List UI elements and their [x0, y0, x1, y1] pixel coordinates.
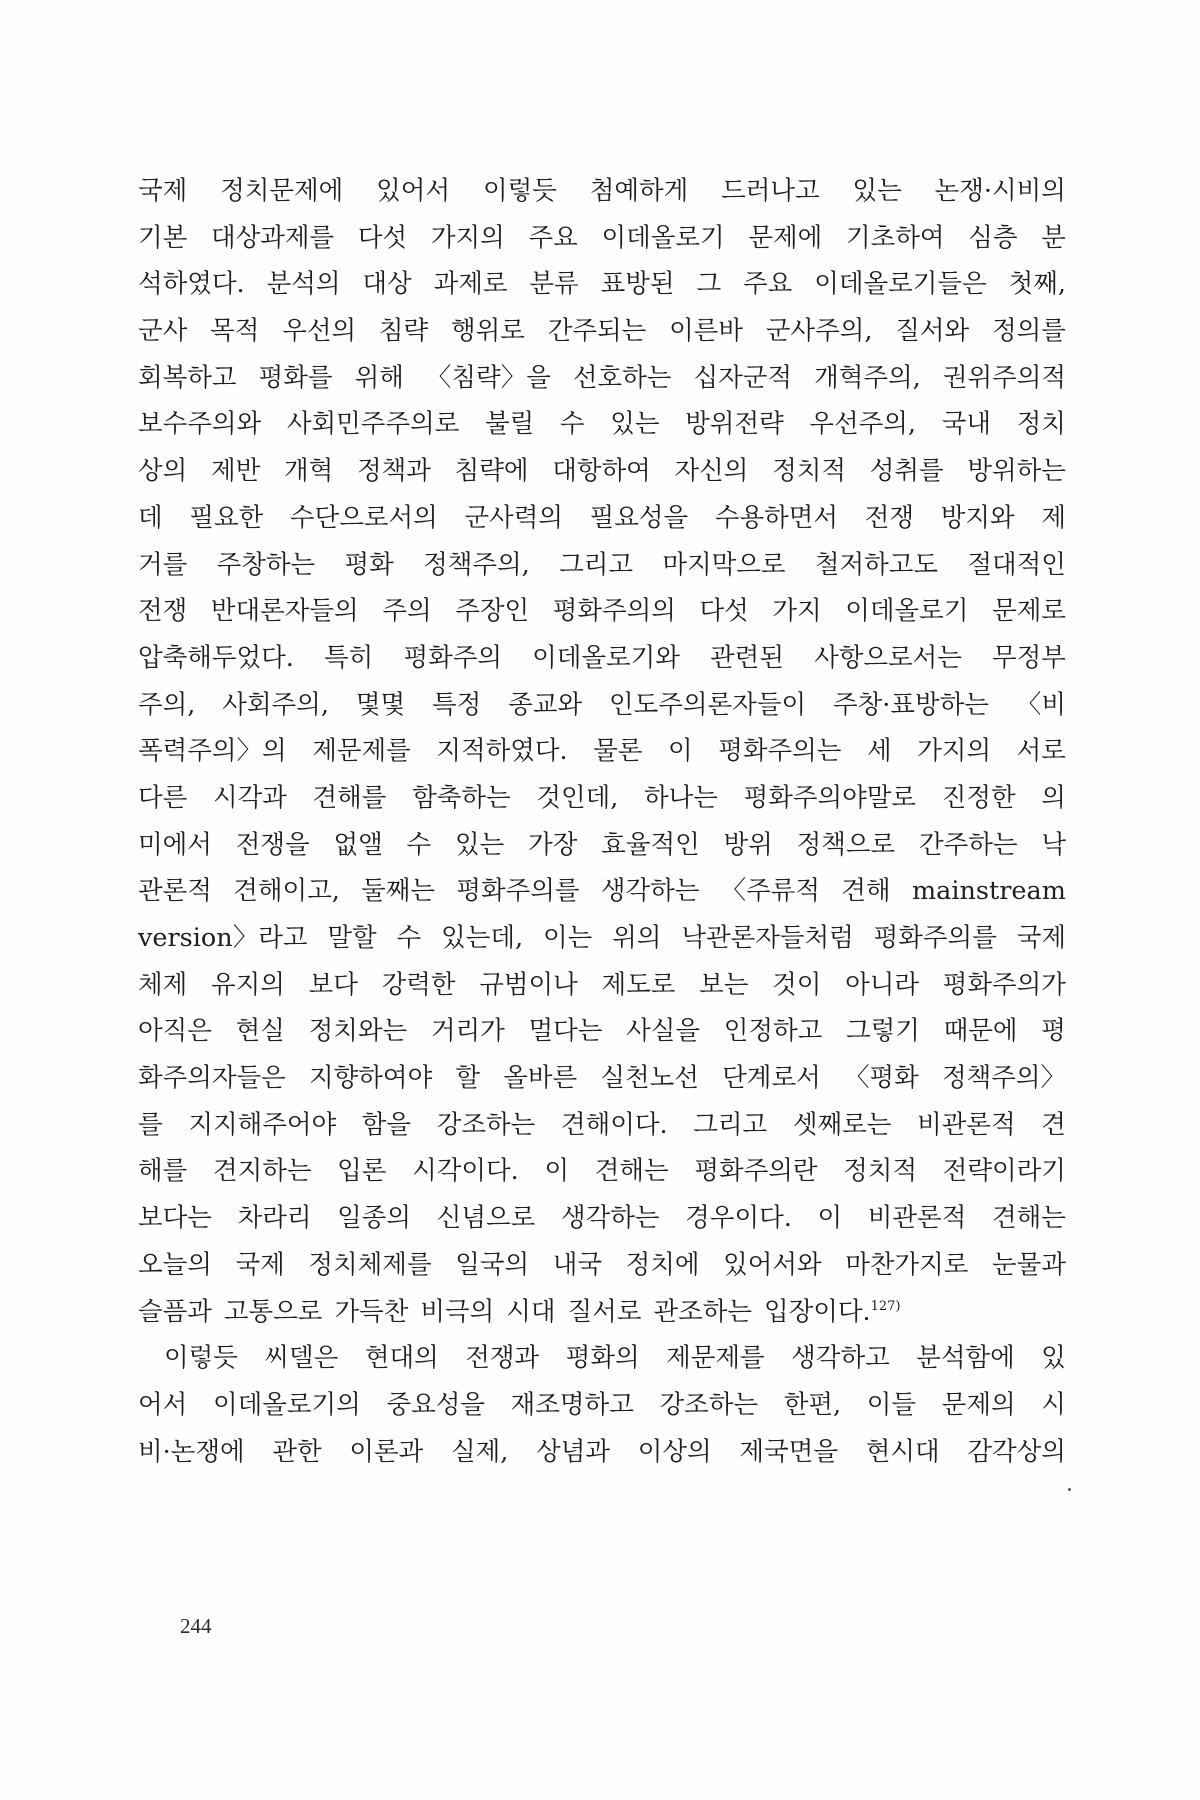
word: 이는 — [542, 923, 593, 953]
word: 실제, — [451, 1436, 509, 1467]
word: mainstream — [911, 876, 1066, 907]
word: 정치문제에 — [220, 176, 344, 206]
text-line — [138, 401, 1066, 448]
word: 정책과 — [357, 456, 431, 487]
word: 정책주의, — [423, 549, 530, 580]
word: 비극의 — [420, 1296, 495, 1327]
word: 특정 — [432, 689, 482, 720]
word: 이른바 — [669, 316, 743, 347]
text-line — [138, 1429, 1066, 1476]
word: 사회민주주의로 — [286, 409, 460, 440]
word: 질서로 — [567, 1296, 642, 1327]
word: 위해 — [354, 362, 404, 393]
word: 간주하는 — [918, 829, 1018, 860]
word: 관론적 — [138, 876, 212, 907]
word: 재조명하고 — [510, 1389, 634, 1420]
word: 정치 — [1016, 409, 1066, 440]
text-line — [138, 682, 1066, 729]
word: 가지의 — [430, 222, 505, 253]
scan-speck — [1068, 1488, 1071, 1491]
text-line — [138, 448, 1066, 495]
word: 문제의 — [941, 1389, 1016, 1420]
word: 정치에 — [625, 1249, 700, 1280]
word: 다섯 — [699, 596, 749, 627]
word: 목적 — [210, 316, 260, 347]
word: 있어서와 — [723, 1249, 822, 1280]
word: 견해이고, — [233, 876, 340, 907]
word: 보는 — [699, 969, 749, 1000]
word: 석하였다. — [138, 269, 245, 300]
word: 전쟁을 — [235, 829, 310, 860]
word: 견 — [1041, 1109, 1066, 1140]
word: 군사력의 — [464, 502, 563, 533]
word: 견지하는 — [212, 1156, 312, 1187]
word: 국제 — [1016, 923, 1066, 953]
word: 이 — [817, 1203, 843, 1234]
word: 다른 — [138, 782, 188, 813]
word: 전쟁과 — [465, 1343, 540, 1374]
word: 인도주의론자들이 — [609, 689, 807, 720]
word: 그 — [696, 269, 722, 300]
word: 분류 — [529, 269, 579, 300]
word: 문제에 — [748, 222, 823, 253]
word: 평화를 — [258, 362, 333, 393]
word: 씨델은 — [264, 1343, 339, 1374]
word: 이상의 — [637, 1436, 712, 1467]
word: 몇몇 — [355, 689, 406, 720]
word: 유지의 — [211, 969, 285, 1000]
word: 절대적인 — [967, 549, 1066, 580]
word: 행위로 — [451, 316, 525, 347]
word: 가지의 — [917, 736, 992, 767]
word: 무정부 — [992, 642, 1066, 673]
text-line — [138, 261, 1066, 308]
word: 있어서 — [376, 176, 451, 206]
word: 국내 — [941, 409, 991, 440]
word: 전략이라기 — [942, 1156, 1066, 1187]
word: 정치적 — [772, 456, 847, 487]
text-line — [138, 728, 1066, 775]
word: 개혁주의, — [814, 362, 921, 393]
word: 강력한 — [381, 969, 456, 1000]
word: 일종의 — [337, 1203, 412, 1234]
word: 표방된 — [600, 269, 675, 300]
word: 침략에 — [454, 456, 529, 487]
word: 회복하고 — [138, 362, 237, 393]
word: 를 — [138, 1109, 163, 1140]
word: 지향하여야 — [309, 1063, 433, 1094]
word: 이렇듯 — [164, 1343, 238, 1374]
text-line — [138, 495, 1066, 542]
word: 전쟁 — [138, 596, 188, 627]
word: 생각하고 — [791, 1343, 890, 1374]
word: 수 — [396, 923, 422, 953]
word: 첫째, — [1008, 269, 1066, 300]
word: 이데올로기 — [601, 222, 725, 253]
word: 아니라 — [845, 969, 920, 1000]
word: 정책으로 — [796, 829, 896, 860]
word: 차라리 — [237, 1203, 312, 1234]
word: 수용하면서 — [714, 502, 839, 533]
word: 자신의 — [674, 456, 749, 487]
word: 드러나고 — [721, 176, 820, 206]
word: 입장이다.$^{127)}$ — [764, 1296, 901, 1327]
text-line — [138, 1242, 1066, 1289]
text-line — [138, 868, 1066, 915]
word: 것인데, — [536, 782, 619, 813]
word: 종교와 — [508, 689, 583, 720]
word: 지적하였다. — [436, 736, 568, 767]
word: 있 — [1041, 1343, 1066, 1374]
word: 특히 — [324, 642, 374, 673]
word: 인정하고 — [723, 1016, 823, 1047]
word: 감각상의 — [967, 1436, 1066, 1467]
word: 없앨 — [333, 829, 383, 860]
word: 제국면을 — [739, 1436, 838, 1467]
word: 〈평화 — [843, 1063, 919, 1094]
word: 전쟁 — [864, 502, 915, 533]
word: 이데올로기와 — [532, 642, 680, 673]
word: 평화주의가 — [942, 969, 1066, 1000]
word: 상념과 — [536, 1436, 611, 1467]
word: 의 — [1041, 782, 1066, 813]
word: 거를 — [138, 549, 188, 580]
word: 올바른 — [503, 1063, 578, 1094]
word: 개혁 — [284, 456, 334, 487]
word: 일국의 — [455, 1249, 530, 1280]
word: 분석함에 — [916, 1343, 1015, 1374]
word: 평화주의란 — [694, 1156, 818, 1187]
text-line — [138, 1148, 1066, 1195]
word: 기초하여 — [846, 222, 945, 253]
word: 강조하는 — [659, 1389, 759, 1420]
word: 단계로서 — [722, 1063, 821, 1094]
word: 정책주의〉 — [941, 1063, 1066, 1094]
text-line — [138, 1289, 1066, 1336]
word: 정치와는 — [308, 1016, 408, 1047]
text-line — [138, 1382, 1066, 1429]
text-line — [138, 1195, 1066, 1242]
word: 상의 — [138, 456, 188, 487]
word: 사회주의, — [222, 689, 329, 720]
word: 그리고 — [559, 549, 634, 580]
word: 있는 — [454, 829, 505, 860]
word: 평 — [1041, 1016, 1066, 1047]
word: 군사주의, — [765, 316, 873, 347]
text-line — [138, 588, 1066, 635]
word: 이렇듯 — [482, 176, 557, 206]
word: 슬픔과 — [138, 1296, 212, 1327]
word: 물론 — [593, 736, 643, 767]
word: 분 — [1041, 222, 1066, 253]
word: 주요 — [528, 222, 578, 253]
word: 비관론적 — [917, 1109, 1016, 1140]
word: 방위하는 — [967, 456, 1066, 487]
word: 해를 — [138, 1156, 188, 1187]
word: 실천노선 — [600, 1063, 699, 1094]
word: 수 — [406, 829, 432, 860]
word: 방위전략 — [685, 409, 784, 440]
word: 지지해주어야 — [188, 1109, 337, 1140]
word: 있는 — [852, 176, 902, 206]
word: 대항하여 — [552, 456, 651, 487]
word: 십자군적 — [693, 362, 793, 393]
word: 방지와 — [940, 502, 1015, 533]
word: 대상과제를 — [211, 222, 335, 253]
word: 비관론적 — [867, 1203, 967, 1234]
word: 정치체제를 — [308, 1249, 432, 1280]
word: 주장인 — [455, 596, 530, 627]
word: 주요 — [743, 269, 793, 300]
word: 이론과 — [349, 1436, 424, 1467]
word: 주창하는 — [216, 549, 316, 580]
word: 생각하는 — [560, 1203, 660, 1234]
word: 평화주의를 — [873, 923, 997, 953]
word: 비·논쟁에 — [138, 1436, 245, 1467]
word: 〈침략〉을 — [425, 362, 551, 393]
word: 위의 — [612, 923, 662, 953]
word: 이데올로기들은 — [814, 269, 987, 300]
word: 어서 — [138, 1389, 188, 1420]
word: 필요한 — [189, 502, 264, 533]
word: 마찬가지로 — [845, 1249, 969, 1280]
word: 그렇기 — [846, 1016, 920, 1047]
word: 현대의 — [364, 1343, 439, 1374]
word: 우선주의, — [809, 409, 917, 440]
word: 사실을 — [626, 1016, 701, 1047]
word: 사항으로서는 — [814, 642, 962, 673]
word: 함을 — [361, 1109, 412, 1140]
word: 이데올로기의 — [212, 1389, 361, 1420]
word: 하나는 — [644, 782, 718, 813]
word: 둘째는 — [361, 876, 436, 907]
text-line — [138, 635, 1066, 682]
word: 국제 — [138, 176, 188, 206]
word: 평화의 — [565, 1343, 640, 1374]
text-line — [138, 542, 1066, 589]
word: 시각이다. — [412, 1156, 519, 1187]
word: 신념으로 — [436, 1203, 536, 1234]
text-line — [138, 168, 1066, 215]
word: 선호하는 — [572, 362, 672, 393]
word: 보다는 — [138, 1203, 212, 1234]
word: 제도로 — [601, 969, 676, 1000]
body-text — [138, 168, 1066, 1475]
word: 보다 — [308, 969, 358, 1000]
word: 제문제를 — [666, 1343, 765, 1374]
word: 규범이나 — [479, 969, 578, 1000]
word: 오늘의 — [138, 1249, 212, 1280]
word: 제반 — [211, 456, 261, 487]
word: 내국 — [552, 1249, 602, 1280]
word: 기본 — [138, 222, 188, 253]
word: 그리고 — [693, 1109, 768, 1140]
word: 화주의자들은 — [138, 1063, 286, 1094]
word: 있는데, — [441, 923, 524, 953]
word: 것이 — [772, 969, 822, 1000]
word: 견해는 — [992, 1203, 1066, 1234]
word: 셋째로는 — [792, 1109, 892, 1140]
word: 과제로 — [433, 269, 508, 300]
word: 현실 — [235, 1016, 285, 1047]
word: 논쟁·시비의 — [934, 176, 1066, 206]
word: 낙관론자들처럼 — [681, 923, 854, 953]
text-line — [138, 355, 1066, 402]
word: 이들 — [866, 1389, 917, 1420]
word: 〈주류적 — [720, 876, 821, 907]
word: 대상 — [362, 269, 412, 300]
word: 평화주의 — [403, 642, 502, 673]
word: 관련된 — [710, 642, 784, 673]
word: 효율적인 — [601, 829, 700, 860]
word: 이데올로기 — [845, 596, 969, 627]
word: 평화 — [344, 549, 394, 580]
word: 첨예하게 — [589, 176, 689, 206]
word: 관조하는 — [653, 1296, 752, 1327]
word: 현시대 — [865, 1436, 940, 1467]
word: 중요성을 — [386, 1389, 485, 1420]
word: 평화주의를 — [456, 876, 580, 907]
word: 주의, — [138, 689, 196, 720]
word: 철저하고도 — [814, 549, 939, 580]
word: 거리가 — [430, 1016, 505, 1047]
word: 세 — [866, 736, 892, 767]
word: 한편, — [783, 1389, 842, 1420]
word: 가지 — [772, 596, 822, 627]
word: 마지막으로 — [662, 549, 786, 580]
word: 권위주의적 — [942, 362, 1066, 393]
text-line — [138, 962, 1066, 1009]
word: 함축하는 — [412, 782, 511, 813]
word: 분석의 — [266, 269, 341, 300]
word: 수 — [559, 409, 585, 440]
word: 시 — [1041, 1389, 1066, 1420]
word: 국제 — [235, 1249, 285, 1280]
word: 간주되는 — [547, 316, 647, 347]
word: 〈비 — [1015, 689, 1066, 720]
word: 주의 — [382, 596, 432, 627]
footnote-reference: 127) — [870, 1298, 901, 1314]
word: 가장 — [528, 829, 578, 860]
word: 견해를 — [312, 782, 387, 813]
word: 경우이다. — [685, 1203, 792, 1234]
word: 다섯 — [357, 222, 408, 253]
word: 심층 — [968, 222, 1018, 253]
word: 압축해두었다. — [138, 642, 294, 673]
word: 입론 — [337, 1156, 387, 1187]
word: 시각과 — [212, 782, 287, 813]
text-line — [138, 915, 1066, 962]
word: 보수주의와 — [138, 409, 262, 440]
word: 이 — [544, 1156, 570, 1187]
word: 강조하는 — [436, 1109, 536, 1140]
word: 말할 — [327, 923, 377, 953]
word: 아직은 — [138, 1016, 212, 1047]
word: 가득찬 — [334, 1296, 409, 1327]
word: version〉라고 — [138, 923, 308, 953]
word: 있는 — [610, 409, 660, 440]
word: 생각하는 — [600, 876, 700, 907]
text-line — [138, 1335, 1066, 1382]
word: 견해이다. — [560, 1109, 668, 1140]
word: 평화주의는 — [718, 736, 842, 767]
word: 데 — [138, 502, 163, 533]
text-line — [138, 1055, 1066, 1102]
word: 성취를 — [869, 456, 944, 487]
word: 때문에 — [943, 1016, 1018, 1047]
word: 정치적 — [843, 1156, 918, 1187]
word: 눈물과 — [992, 1249, 1066, 1280]
word: 폭력주의〉의 — [138, 736, 287, 767]
text-line — [138, 308, 1066, 355]
word: 방위 — [723, 829, 773, 860]
word: 주창·표방하는 — [833, 689, 989, 720]
word: 반대론자들의 — [210, 596, 359, 627]
word: 제문제를 — [312, 736, 411, 767]
text-line — [138, 215, 1066, 262]
word: 문제로 — [992, 596, 1066, 627]
word: 미에서 — [138, 829, 212, 860]
word: 군사 — [138, 316, 188, 347]
word: 멀다는 — [528, 1016, 603, 1047]
word: 필요성을 — [589, 502, 689, 533]
word: 관한 — [272, 1436, 322, 1467]
word: 수단으로서의 — [289, 502, 438, 533]
word: 견해 — [841, 876, 891, 907]
word: 서로 — [1016, 736, 1066, 767]
word: 평화주의의 — [552, 596, 676, 627]
page-number: 244 — [180, 1614, 212, 1638]
word: 진정한 — [941, 782, 1016, 813]
word: 낙 — [1041, 829, 1066, 860]
word: 체제 — [138, 969, 188, 1000]
word: 평화주의야말로 — [743, 782, 917, 813]
word: 고통으로 — [223, 1296, 323, 1327]
text-line — [138, 1008, 1066, 1055]
text-line — [138, 1102, 1066, 1149]
word: 우선의 — [282, 316, 357, 347]
word: 정의를 — [991, 316, 1066, 347]
word: 견해는 — [594, 1156, 669, 1187]
word: 시대 — [506, 1296, 556, 1327]
word: 제 — [1041, 502, 1066, 533]
word: 침략 — [378, 316, 429, 347]
word: 불릴 — [484, 409, 535, 440]
text-line — [138, 775, 1066, 822]
word: 질서와 — [895, 316, 970, 347]
text-line — [138, 822, 1066, 869]
word: 할 — [455, 1063, 481, 1094]
word: 이 — [668, 736, 693, 767]
